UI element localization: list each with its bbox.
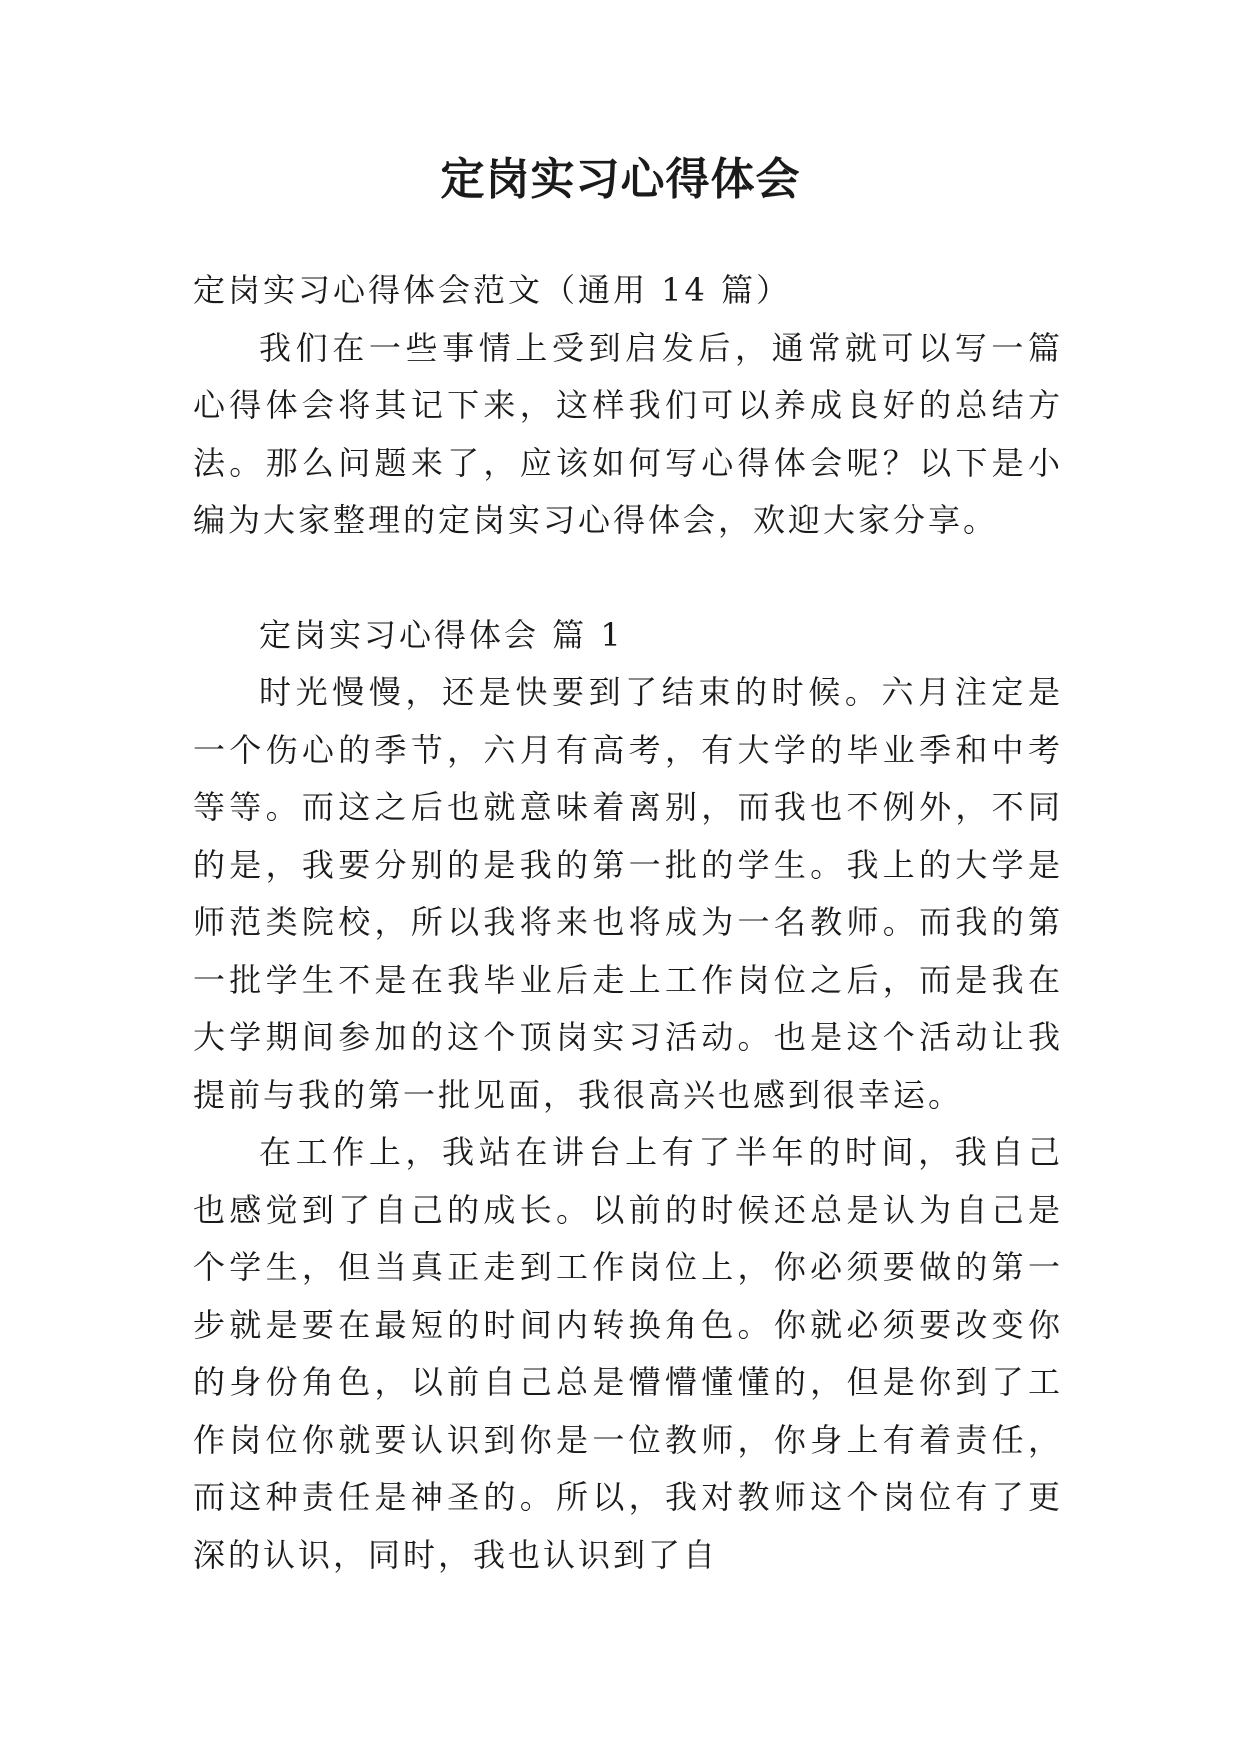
document-body [193, 262, 1063, 1584]
document-subtitle: 定岗实习心得体会范文（通用 14 篇） [193, 271, 792, 309]
intro-paragraph: 我们在一些事情上受到启发后，通常就可以写一篇心得体会将其记下来，这样我们可以养成良好的总结方法。那么问题来了，应该如何写心得体会呢？以下是小编为大家整理的定岗实习心得体会，欢迎大家分享。 [193, 328, 1063, 539]
body-paragraph: 时光慢慢，还是快要到了结束的时候。六月注定是一个伤心的季节，六月有高考，有大学的毕业季和中考等等。而这之后也就意味着离别，而我也不例外，不同的是，我要分别的是我的第一批的学生。我上的大学是师范类院校，所以我将来也将成为一名教师。而我的第一批学生不是在我毕业后走上工作岗位之后，而是我在大学期间参加的这个顶岗实习活动。也是这个活动让我提前与我的第一批见面，我很高兴也感到很幸运。 [193, 673, 1063, 1114]
body-paragraph: 在工作上，我站在讲台上有了半年的时间，我自己也感觉到了自己的成长。以前的时候还总是认为自己是个学生，但当真正走到工作岗位上，你必须要做的第一步就是要在最短的时间内转换角色。你就必须要改变你的身份角色，以前自己总是懵懵懂懂的，但是你到了工作岗位你就要认识到你是一位教师，你身上有着责任，而这种责任是神圣的。所以，我对教师这个岗位有了更深的认识，同时，我也认识到了自 [193, 1133, 1063, 1574]
document-title: 定岗实习心得体会 [440, 154, 801, 205]
section-heading: 定岗实习心得体会 篇 1 [259, 615, 624, 654]
